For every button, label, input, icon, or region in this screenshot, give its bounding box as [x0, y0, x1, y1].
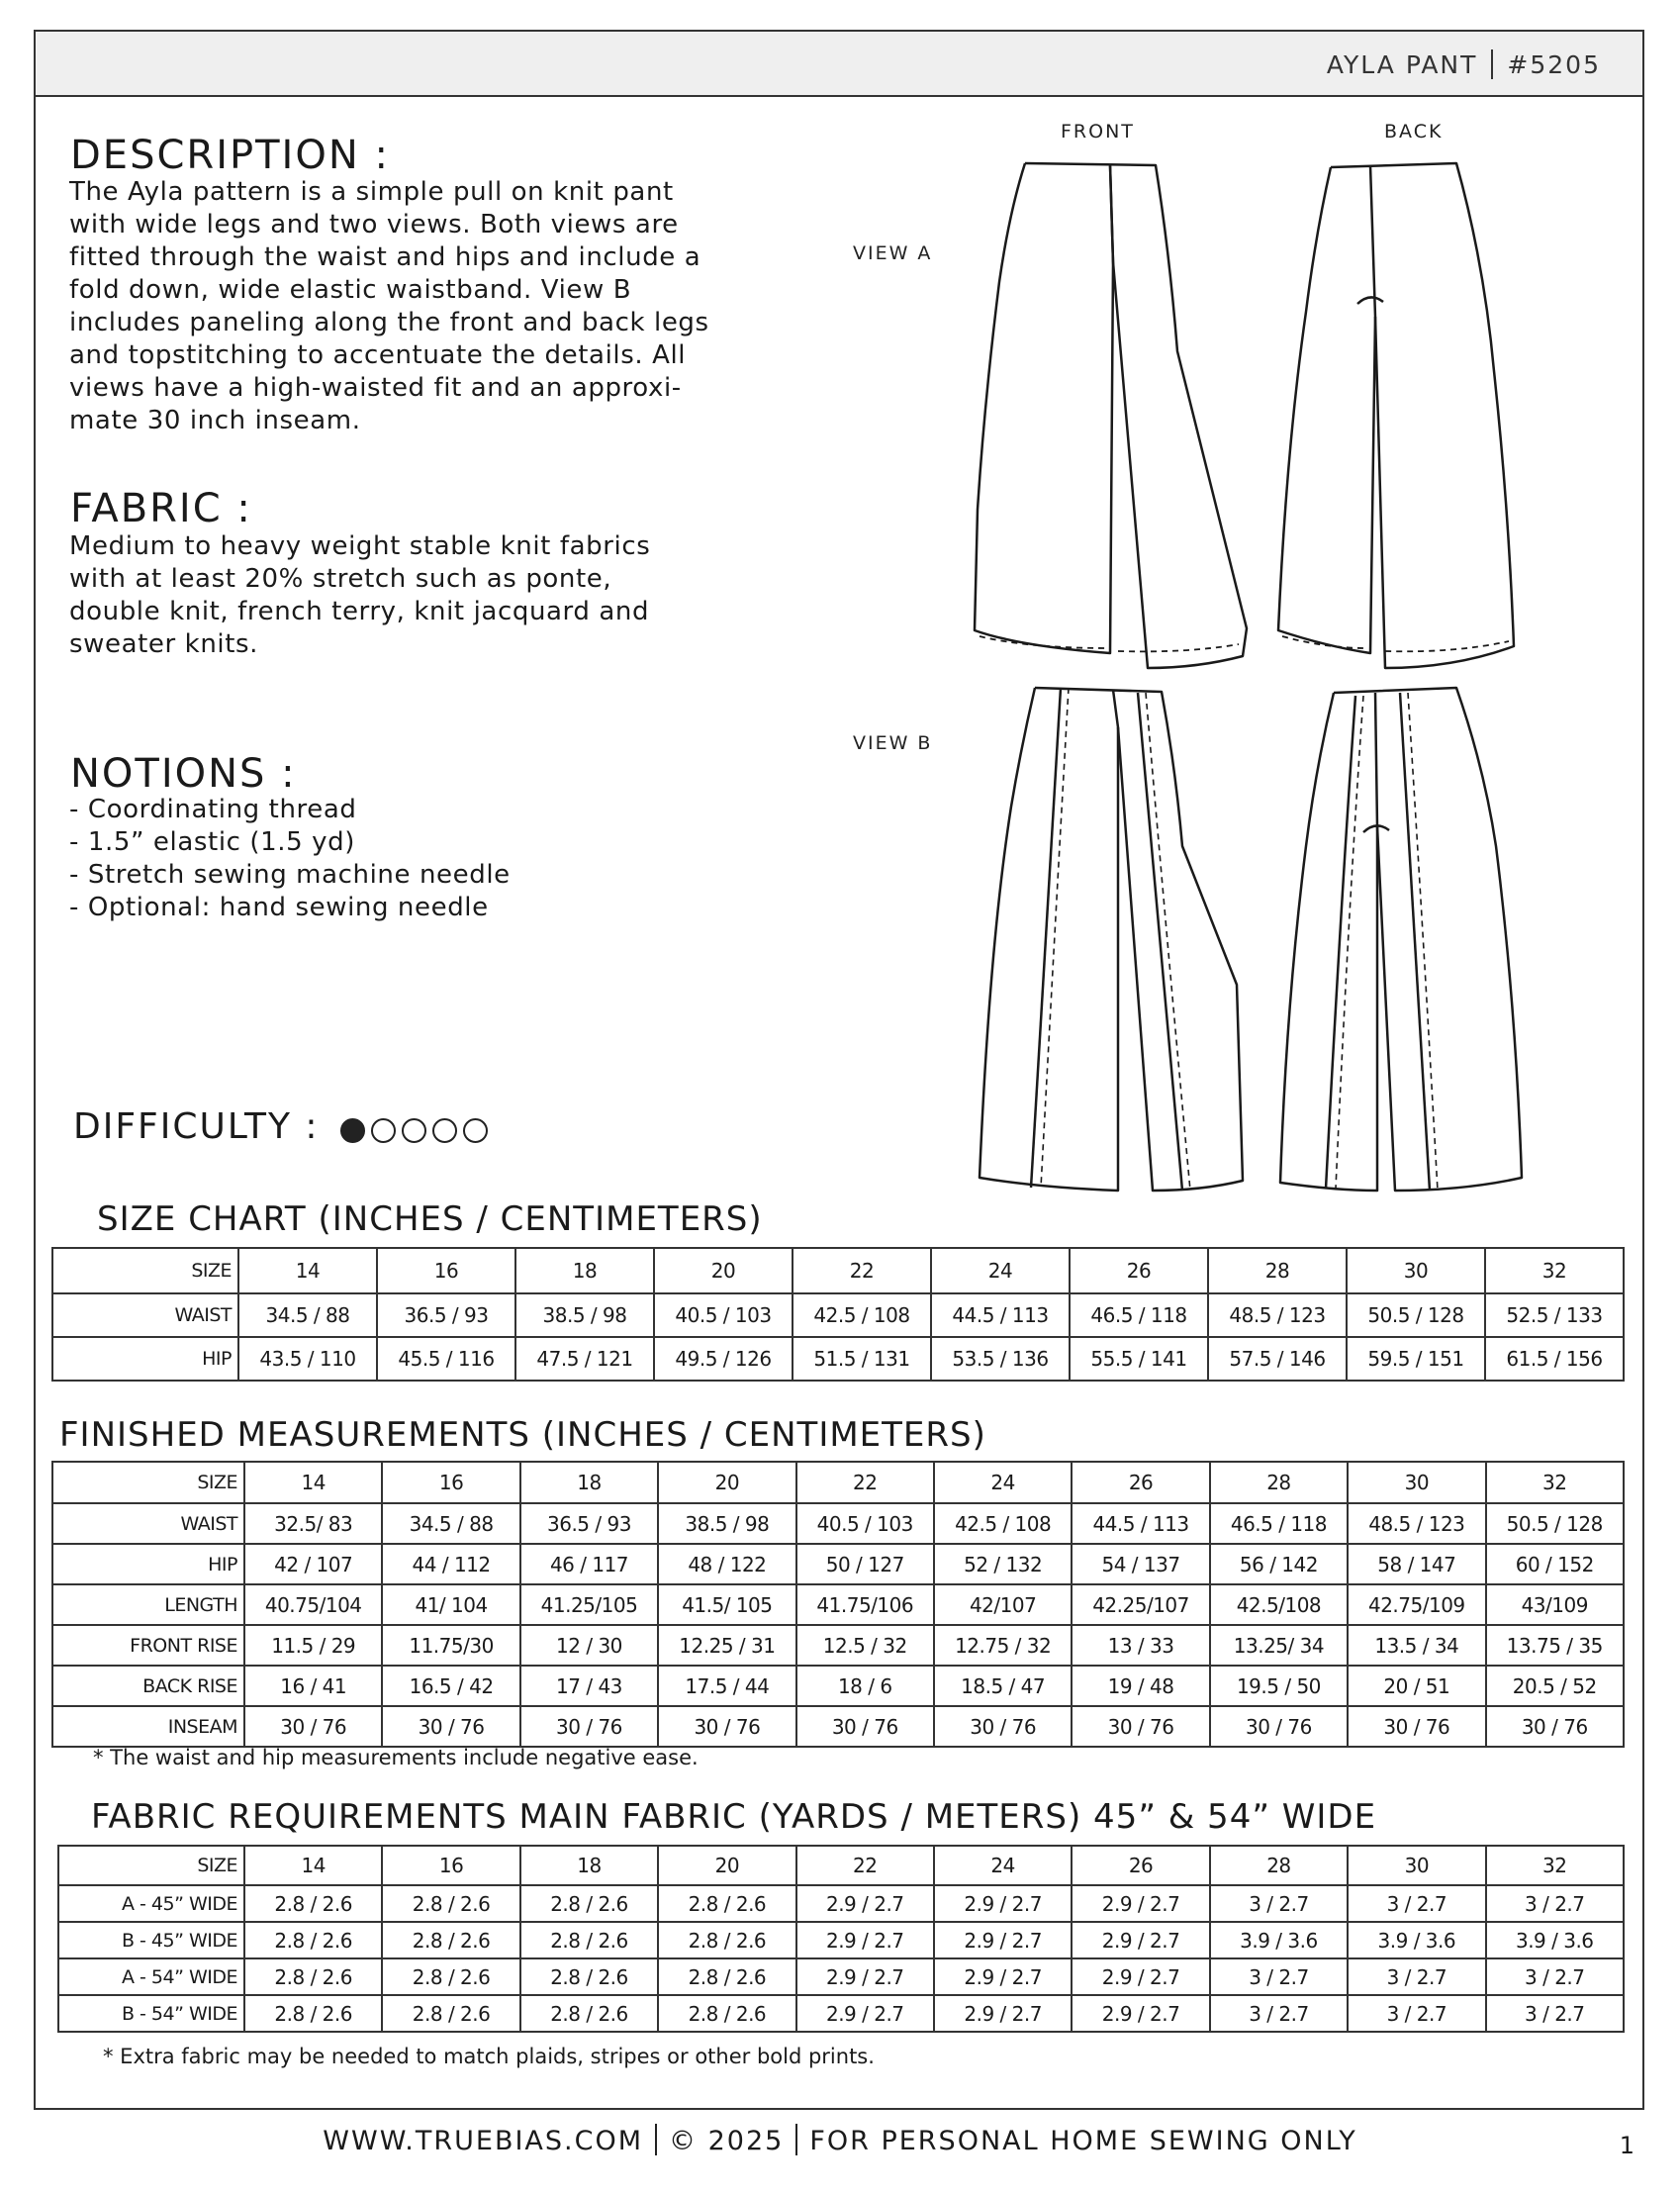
- table-cell: 3.9 / 3.6: [1210, 1922, 1348, 1958]
- table-cell: 2.8 / 2.6: [658, 1958, 795, 1995]
- row-label: B - 54” WIDE: [58, 1995, 244, 2032]
- difficulty-dot-empty: [463, 1118, 488, 1143]
- fabric-line: sweater knits.: [69, 629, 259, 659]
- description-line: and topstitching to accentuate the details. All: [69, 340, 687, 370]
- table-cell: 12.25 / 31: [658, 1625, 795, 1666]
- table-cell: 12.75 / 32: [934, 1625, 1072, 1666]
- table-cell: 2.8 / 2.6: [658, 1885, 795, 1922]
- table-cell: 3 / 2.7: [1486, 1995, 1624, 2032]
- table-cell: 42.5/108: [1210, 1584, 1348, 1625]
- table-cell: 32.5/ 83: [244, 1503, 382, 1544]
- table-cell: 58 / 147: [1348, 1544, 1485, 1584]
- table-cell: 20 / 51: [1348, 1666, 1485, 1706]
- table-cell: 30 / 76: [1072, 1706, 1209, 1747]
- table-cell: 48.5 / 123: [1348, 1503, 1485, 1544]
- table-cell: 17.5 / 44: [658, 1666, 795, 1706]
- table-cell: 2.8 / 2.6: [658, 1922, 795, 1958]
- table-cell: 57.5 / 146: [1208, 1337, 1347, 1381]
- row-label: BACK RISE: [52, 1666, 244, 1706]
- table-cell: 50.5 / 128: [1486, 1503, 1624, 1544]
- table-cell: 44.5 / 113: [1072, 1503, 1209, 1544]
- size-column-header: 28: [1210, 1462, 1348, 1503]
- table-header-row: [52, 1462, 1624, 1503]
- row-label: HIP: [52, 1337, 238, 1381]
- table-row: [52, 1503, 1624, 1544]
- size-column-header: 24: [931, 1248, 1070, 1293]
- table-cell: 30 / 76: [1210, 1706, 1348, 1747]
- table-cell: 3 / 2.7: [1486, 1958, 1624, 1995]
- size-header-label: SIZE: [52, 1462, 244, 1503]
- table-cell: 2.9 / 2.7: [1072, 1922, 1209, 1958]
- table-cell: 55.5 / 141: [1070, 1337, 1208, 1381]
- size-column-header: 14: [238, 1248, 377, 1293]
- table-cell: 2.8 / 2.6: [244, 1995, 382, 2032]
- pattern-name: AYLA PANT: [1326, 50, 1478, 79]
- footer: [0, 2124, 1680, 2156]
- table-cell: 42/107: [934, 1584, 1072, 1625]
- table-cell: 11.75/30: [382, 1625, 519, 1666]
- size-column-header: 32: [1486, 1462, 1624, 1503]
- description-line: includes paneling along the front and back legs: [69, 308, 709, 337]
- view-b-back-drawing: [1280, 688, 1522, 1191]
- description-line: mate 30 inch inseam.: [69, 406, 361, 435]
- table-cell: 2.9 / 2.7: [934, 1958, 1072, 1995]
- size-column-header: 30: [1348, 1462, 1485, 1503]
- extra-fabric-note: * Extra fabric may be needed to match plaids, stripes or other bold prints.: [103, 2045, 875, 2068]
- table-cell: 30 / 76: [1348, 1706, 1485, 1747]
- description-line: fold down, wide elastic waistband. View B: [69, 275, 632, 305]
- table-cell: 52 / 132: [934, 1544, 1072, 1584]
- size-column-header: 26: [1072, 1462, 1209, 1503]
- table-cell: 2.9 / 2.7: [796, 1958, 934, 1995]
- table-cell: 45.5 / 116: [377, 1337, 515, 1381]
- header-bar: [36, 32, 1642, 97]
- fabric-requirements-title: FABRIC REQUIREMENTS MAIN FABRIC (YARDS / METERS) 45” & 54” WIDE: [91, 1797, 1377, 1837]
- table-cell: 30 / 76: [520, 1706, 658, 1747]
- table-cell: 3 / 2.7: [1210, 1995, 1348, 2032]
- row-label: WAIST: [52, 1293, 238, 1337]
- table-cell: 3 / 2.7: [1348, 1885, 1485, 1922]
- size-column-header: 16: [377, 1248, 515, 1293]
- table-cell: 20.5 / 52: [1486, 1666, 1624, 1706]
- footer-divider: [795, 2124, 797, 2155]
- table-cell: 2.8 / 2.6: [382, 1885, 519, 1922]
- size-column-header: 24: [934, 1846, 1072, 1885]
- difficulty-dot-filled: [340, 1118, 365, 1143]
- fabric-line: Medium to heavy weight stable knit fabrics: [69, 531, 651, 561]
- table-cell: 47.5 / 121: [515, 1337, 654, 1381]
- negative-ease-note: * The waist and hip measurements include negative ease.: [93, 1746, 699, 1769]
- table-header-row: [58, 1846, 1624, 1885]
- table-cell: 38.5 / 98: [658, 1503, 795, 1544]
- table-cell: 16 / 41: [244, 1666, 382, 1706]
- table-cell: 42.5 / 108: [934, 1503, 1072, 1544]
- fabric-line: double knit, french terry, knit jacquard and: [69, 597, 650, 626]
- size-column-header: 16: [382, 1846, 519, 1885]
- description-line: fitted through the waist and hips and include a: [69, 242, 701, 272]
- view-a-back-drawing: [1278, 163, 1514, 668]
- table-cell: 40.5 / 103: [654, 1293, 793, 1337]
- difficulty-label: DIFFICULTY :: [73, 1106, 320, 1147]
- table-cell: 2.8 / 2.6: [520, 1922, 658, 1958]
- table-row: [52, 1584, 1624, 1625]
- table-cell: 42.75/109: [1348, 1584, 1485, 1625]
- size-column-header: 18: [520, 1846, 658, 1885]
- size-column-header: 22: [796, 1462, 934, 1503]
- size-column-header: 30: [1347, 1248, 1485, 1293]
- pattern-id: [1327, 49, 1601, 79]
- footer-divider: [655, 2124, 657, 2155]
- table-cell: 41/ 104: [382, 1584, 519, 1625]
- table-cell: 3.9 / 3.6: [1486, 1922, 1624, 1958]
- row-label: WAIST: [52, 1503, 244, 1544]
- table-cell: 13 / 33: [1072, 1625, 1209, 1666]
- table-cell: 2.9 / 2.7: [1072, 1885, 1209, 1922]
- table-cell: 30 / 76: [796, 1706, 934, 1747]
- notion-item: - Optional: hand sewing needle: [69, 893, 489, 922]
- table-cell: 3 / 2.7: [1348, 1995, 1485, 2032]
- row-label: LENGTH: [52, 1584, 244, 1625]
- finished-measurements-title: FINISHED MEASUREMENTS (INCHES / CENTIMETERS): [59, 1415, 986, 1455]
- description-line: views have a high-waisted fit and an approxi-: [69, 373, 682, 403]
- table-cell: 3.9 / 3.6: [1348, 1922, 1485, 1958]
- table-cell: 3 / 2.7: [1348, 1958, 1485, 1995]
- notions-title: NOTIONS :: [70, 751, 297, 797]
- size-column-header: 30: [1348, 1846, 1485, 1885]
- front-label: FRONT: [1061, 121, 1135, 143]
- table-cell: 2.8 / 2.6: [382, 1922, 519, 1958]
- table-cell: 51.5 / 131: [793, 1337, 931, 1381]
- notion-item: - 1.5” elastic (1.5 yd): [69, 827, 355, 857]
- footer-website: WWW.TRUEBIAS.COM: [323, 2126, 644, 2156]
- table-cell: 42 / 107: [244, 1544, 382, 1584]
- table-cell: 2.8 / 2.6: [244, 1958, 382, 1995]
- row-label: INSEAM: [52, 1706, 244, 1747]
- view-a-label: VIEW A: [853, 242, 933, 264]
- table-cell: 42.25/107: [1072, 1584, 1209, 1625]
- table-cell: 2.9 / 2.7: [796, 1995, 934, 2032]
- table-cell: 46.5 / 118: [1210, 1503, 1348, 1544]
- fabric-line: with at least 20% stretch such as ponte,: [69, 564, 612, 594]
- page-number: 1: [1619, 2132, 1634, 2159]
- table-cell: 34.5 / 88: [238, 1293, 377, 1337]
- table-cell: 2.8 / 2.6: [520, 1995, 658, 2032]
- table-cell: 30 / 76: [934, 1706, 1072, 1747]
- table-cell: 40.75/104: [244, 1584, 382, 1625]
- table-cell: 3 / 2.7: [1210, 1885, 1348, 1922]
- difficulty-dot-empty: [432, 1118, 457, 1143]
- table-cell: 19.5 / 50: [1210, 1666, 1348, 1706]
- notion-item: - Coordinating thread: [69, 795, 357, 824]
- table-cell: 30 / 76: [244, 1706, 382, 1747]
- difficulty-dots: [340, 1108, 494, 1149]
- table-cell: 59.5 / 151: [1347, 1337, 1485, 1381]
- table-row: [52, 1706, 1624, 1747]
- table-cell: 43/109: [1486, 1584, 1624, 1625]
- table-cell: 44.5 / 113: [931, 1293, 1070, 1337]
- table-row: [58, 1885, 1624, 1922]
- difficulty-dot-empty: [371, 1118, 396, 1143]
- table-cell: 2.8 / 2.6: [382, 1958, 519, 1995]
- table-cell: 44 / 112: [382, 1544, 519, 1584]
- table-cell: 60 / 152: [1486, 1544, 1624, 1584]
- table-row: [58, 1958, 1624, 1995]
- table-cell: 2.8 / 2.6: [382, 1995, 519, 2032]
- size-column-header: 28: [1208, 1248, 1347, 1293]
- fabric-requirements-table: [57, 1845, 1625, 2033]
- fabric-title: FABRIC :: [70, 486, 252, 531]
- table-cell: 42.5 / 108: [793, 1293, 931, 1337]
- size-header-label: SIZE: [52, 1248, 238, 1293]
- size-column-header: 14: [244, 1846, 382, 1885]
- footer-usage: FOR PERSONAL HOME SEWING ONLY: [809, 2126, 1357, 2156]
- table-cell: 2.9 / 2.7: [934, 1995, 1072, 2032]
- size-chart-table: [51, 1247, 1625, 1382]
- table-cell: 30 / 76: [1486, 1706, 1624, 1747]
- size-column-header: 26: [1072, 1846, 1209, 1885]
- table-cell: 38.5 / 98: [515, 1293, 654, 1337]
- table-row: [58, 1922, 1624, 1958]
- table-cell: 16.5 / 42: [382, 1666, 519, 1706]
- description-title: DESCRIPTION :: [70, 133, 390, 178]
- table-cell: 46.5 / 118: [1070, 1293, 1208, 1337]
- table-cell: 36.5 / 93: [377, 1293, 515, 1337]
- table-cell: 48.5 / 123: [1208, 1293, 1347, 1337]
- footer-copyright: © 2025: [669, 2126, 785, 2156]
- table-cell: 30 / 76: [658, 1706, 795, 1747]
- table-cell: 49.5 / 126: [654, 1337, 793, 1381]
- table-cell: 17 / 43: [520, 1666, 658, 1706]
- size-column-header: 14: [244, 1462, 382, 1503]
- table-cell: 40.5 / 103: [796, 1503, 934, 1544]
- finished-measurements-table: [51, 1461, 1625, 1748]
- description-line: with wide legs and two views. Both views are: [69, 210, 679, 239]
- notions-list: [69, 794, 752, 924]
- table-row: [52, 1544, 1624, 1584]
- difficulty-dot-empty: [402, 1118, 426, 1143]
- table-cell: 12 / 30: [520, 1625, 658, 1666]
- table-cell: 52.5 / 133: [1485, 1293, 1624, 1337]
- size-column-header: 20: [658, 1462, 795, 1503]
- table-cell: 43.5 / 110: [238, 1337, 377, 1381]
- table-cell: 50.5 / 128: [1347, 1293, 1485, 1337]
- size-column-header: 16: [382, 1462, 519, 1503]
- table-cell: 13.5 / 34: [1348, 1625, 1485, 1666]
- table-cell: 41.75/106: [796, 1584, 934, 1625]
- size-column-header: 22: [793, 1248, 931, 1293]
- table-cell: 34.5 / 88: [382, 1503, 519, 1544]
- table-cell: 53.5 / 136: [931, 1337, 1070, 1381]
- table-cell: 2.8 / 2.6: [520, 1958, 658, 1995]
- view-a-front-drawing: [975, 163, 1247, 668]
- size-column-header: 24: [934, 1462, 1072, 1503]
- description-text: [69, 176, 752, 437]
- row-label: B - 45” WIDE: [58, 1922, 244, 1958]
- header-divider: [1491, 49, 1493, 79]
- table-cell: 50 / 127: [796, 1544, 934, 1584]
- table-cell: 2.9 / 2.7: [934, 1885, 1072, 1922]
- table-cell: 56 / 142: [1210, 1544, 1348, 1584]
- technical-drawings: [950, 153, 1583, 1193]
- size-column-header: 26: [1070, 1248, 1208, 1293]
- table-cell: 13.75 / 35: [1486, 1625, 1624, 1666]
- view-b-front-drawing: [980, 688, 1243, 1191]
- table-cell: 46 / 117: [520, 1544, 658, 1584]
- size-chart-title: SIZE CHART (INCHES / CENTIMETERS): [97, 1199, 763, 1239]
- size-header-label: SIZE: [58, 1846, 244, 1885]
- table-cell: 30 / 76: [382, 1706, 519, 1747]
- row-label: A - 54” WIDE: [58, 1958, 244, 1995]
- table-cell: 13.25/ 34: [1210, 1625, 1348, 1666]
- table-cell: 61.5 / 156: [1485, 1337, 1624, 1381]
- view-b-label: VIEW B: [853, 732, 933, 754]
- table-cell: 54 / 137: [1072, 1544, 1209, 1584]
- description-line: The Ayla pattern is a simple pull on knit pant: [69, 177, 674, 207]
- table-cell: 18 / 6: [796, 1666, 934, 1706]
- table-cell: 48 / 122: [658, 1544, 795, 1584]
- table-cell: 18.5 / 47: [934, 1666, 1072, 1706]
- table-header-row: [52, 1248, 1624, 1293]
- table-cell: 2.8 / 2.6: [244, 1922, 382, 1958]
- size-column-header: 20: [658, 1846, 795, 1885]
- notion-item: - Stretch sewing machine needle: [69, 860, 511, 890]
- table-row: [52, 1293, 1624, 1337]
- size-column-header: 20: [654, 1248, 793, 1293]
- table-cell: 2.8 / 2.6: [520, 1885, 658, 1922]
- table-row: [52, 1625, 1624, 1666]
- row-label: A - 45” WIDE: [58, 1885, 244, 1922]
- table-cell: 2.8 / 2.6: [658, 1995, 795, 2032]
- fabric-text: [69, 530, 752, 661]
- row-label: FRONT RISE: [52, 1625, 244, 1666]
- difficulty-rating: [73, 1106, 494, 1149]
- size-column-header: 18: [520, 1462, 658, 1503]
- size-column-header: 28: [1210, 1846, 1348, 1885]
- size-column-header: 22: [796, 1846, 934, 1885]
- row-label: HIP: [52, 1544, 244, 1584]
- size-column-header: 32: [1486, 1846, 1624, 1885]
- table-row: [52, 1337, 1624, 1381]
- table-cell: 3 / 2.7: [1210, 1958, 1348, 1995]
- table-row: [52, 1666, 1624, 1706]
- table-cell: 36.5 / 93: [520, 1503, 658, 1544]
- size-column-header: 18: [515, 1248, 654, 1293]
- table-cell: 2.9 / 2.7: [1072, 1958, 1209, 1995]
- table-cell: 41.25/105: [520, 1584, 658, 1625]
- table-cell: 2.9 / 2.7: [796, 1885, 934, 1922]
- table-cell: 12.5 / 32: [796, 1625, 934, 1666]
- back-label: BACK: [1384, 121, 1444, 143]
- table-cell: 2.9 / 2.7: [796, 1922, 934, 1958]
- table-row: [58, 1995, 1624, 2032]
- table-cell: 19 / 48: [1072, 1666, 1209, 1706]
- size-column-header: 32: [1485, 1248, 1624, 1293]
- table-cell: 3 / 2.7: [1486, 1885, 1624, 1922]
- pattern-number: #5205: [1507, 50, 1601, 79]
- table-cell: 11.5 / 29: [244, 1625, 382, 1666]
- table-cell: 41.5/ 105: [658, 1584, 795, 1625]
- table-cell: 2.9 / 2.7: [934, 1922, 1072, 1958]
- table-cell: 2.8 / 2.6: [244, 1885, 382, 1922]
- table-cell: 2.9 / 2.7: [1072, 1995, 1209, 2032]
